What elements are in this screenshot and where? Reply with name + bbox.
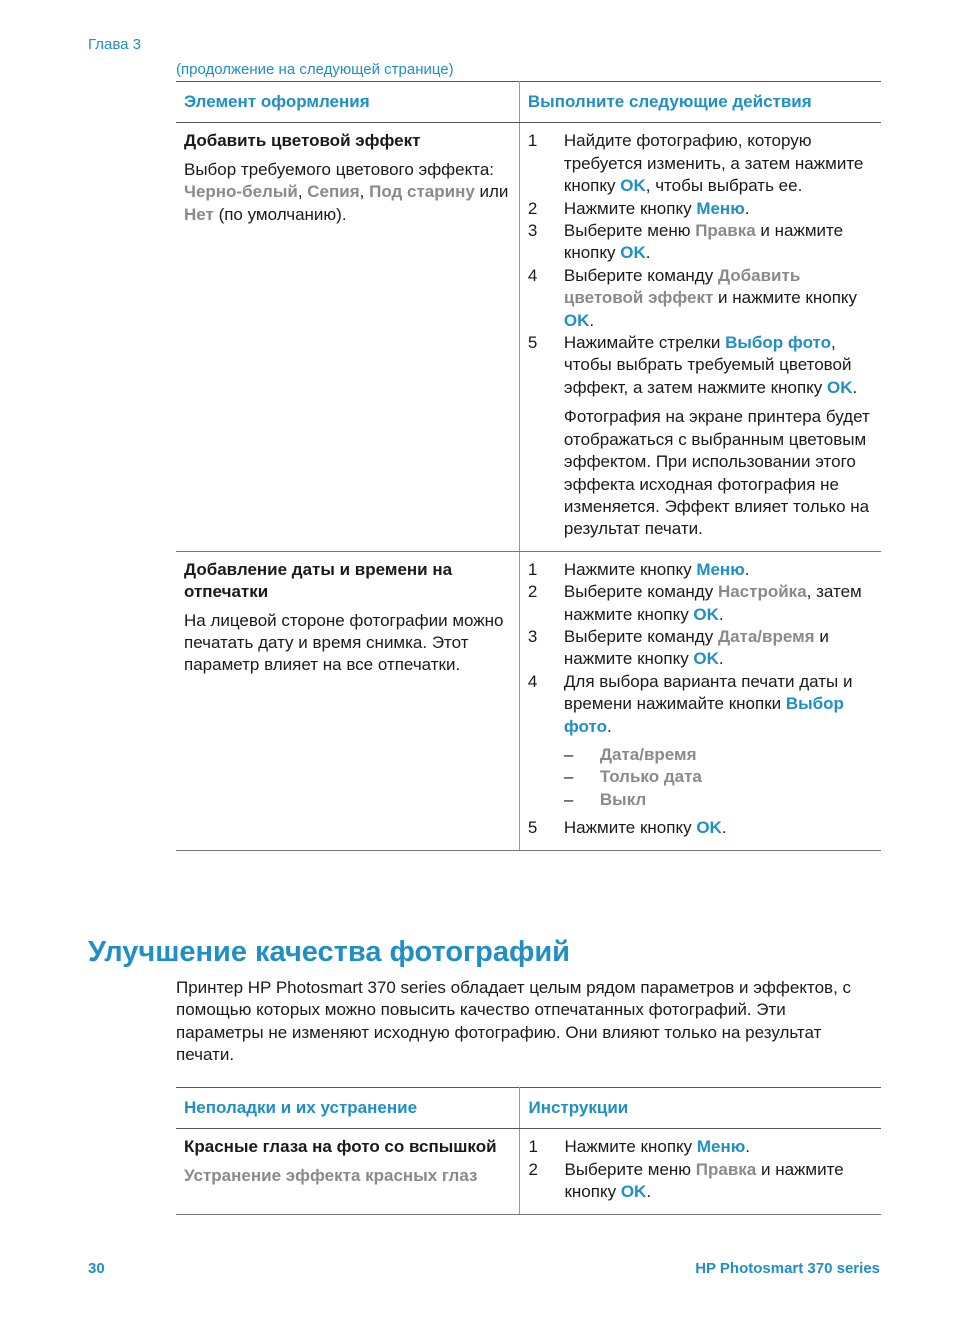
step-item: 3 Выберите команду Дата/время и нажмите кнопку OK. xyxy=(527,626,829,669)
problem-cell xyxy=(176,1129,520,1214)
step-item: 2 Выберите меню Правка и нажмите кнопку OK. xyxy=(528,1159,844,1202)
date-options-list xyxy=(528,744,873,811)
section-intro: Принтер HP Photosmart 370 series обладает целым рядом параметров и эффектов, с помощью которых можно повысить качество отпечатанных фотографий. Эти параметры не изменяют исходную фотографию. Они влияют только на результат печати. xyxy=(176,978,852,1065)
instructions-cell xyxy=(520,1129,881,1214)
step-item: 2 Выберите команду Настройка, затем нажмите кнопку OK. xyxy=(527,582,862,624)
table-row xyxy=(176,551,881,850)
troubleshooting-table xyxy=(176,1087,881,1215)
list-item: – Выкл xyxy=(563,789,647,809)
steps-list xyxy=(528,817,873,839)
table-row xyxy=(176,1129,881,1214)
page-number: 30 xyxy=(88,1260,105,1277)
actions-cell xyxy=(519,551,881,850)
table-header-row xyxy=(176,1088,881,1129)
element-cell xyxy=(176,551,519,850)
continued-note: (продолжение на следующей странице) xyxy=(176,61,454,78)
actions-cell xyxy=(519,123,881,551)
element-cell xyxy=(176,123,519,551)
list-item: – Дата/время xyxy=(563,744,697,764)
row-subtitle: Устранение эффекта красных глаз xyxy=(184,1165,478,1185)
product-name: HP Photosmart 370 series xyxy=(695,1260,880,1277)
step-item: 5 Нажмите кнопку OK. xyxy=(527,818,727,838)
chapter-label: Глава 3 xyxy=(88,36,142,53)
steps-list xyxy=(528,559,873,738)
step-item: 1 Нажмите кнопку Меню. xyxy=(528,1137,751,1157)
row-description: На лицевой стороне фотографии можно печатать дату и время снимка. Этот параметр влияет на все отпечатки. xyxy=(184,610,504,675)
table-header-row xyxy=(176,82,881,123)
column-header-problems: Неполадки и их устранение xyxy=(176,1088,520,1129)
column-header-element: Элемент оформления xyxy=(176,82,519,123)
step-item: 4 Для выбора варианта печати даты и времени нажимайте кнопки Выбор фото. xyxy=(527,671,853,736)
step-item: 4 Выберите команду Добавить цветовой эффект и нажмите кнопку OK. xyxy=(527,265,858,330)
step-item: 2 Нажмите кнопку Меню. xyxy=(527,198,750,218)
step-item: 5 Нажимайте стрелки Выбор фото, чтобы выбрать требуемый цветовой эффект, а затем нажмите кнопку OK. xyxy=(527,333,858,397)
list-item: – Только дата xyxy=(563,767,702,787)
row-description: Выбор требуемого цветового эффекта: Черно-белый, Сепия, Под старину или Нет (по умолчанию). xyxy=(184,159,509,224)
row-title: Красные глаза на фото со вспышкой xyxy=(184,1137,497,1157)
column-header-instructions: Инструкции xyxy=(520,1088,881,1129)
steps-list xyxy=(528,130,873,399)
step-item: 1 Найдите фотографию, которую требуется изменить, а затем нажмите кнопку OK, чтобы выбрать ее. xyxy=(527,131,864,196)
step-item: 3 Выберите меню Правка и нажмите кнопку OK. xyxy=(527,221,844,263)
table-row xyxy=(176,123,881,551)
step-item: 1 Нажмите кнопку Меню. xyxy=(527,559,750,579)
section-title: Улучшение качества фотографий xyxy=(88,936,570,968)
effect-note: Фотография на экране принтера будет отображаться с выбранным цветовым эффектом. При использовании этого эффекта исходная фотография не изменяется. Эффект влияет только на результат печати. xyxy=(563,407,870,539)
row-title: Добавить цветовой эффект xyxy=(184,131,421,151)
design-elements-table xyxy=(176,81,881,851)
column-header-actions: Выполните следующие действия xyxy=(519,82,881,123)
steps-list xyxy=(528,1136,873,1203)
row-title: Добавление даты и времени на отпечатки xyxy=(184,559,453,602)
